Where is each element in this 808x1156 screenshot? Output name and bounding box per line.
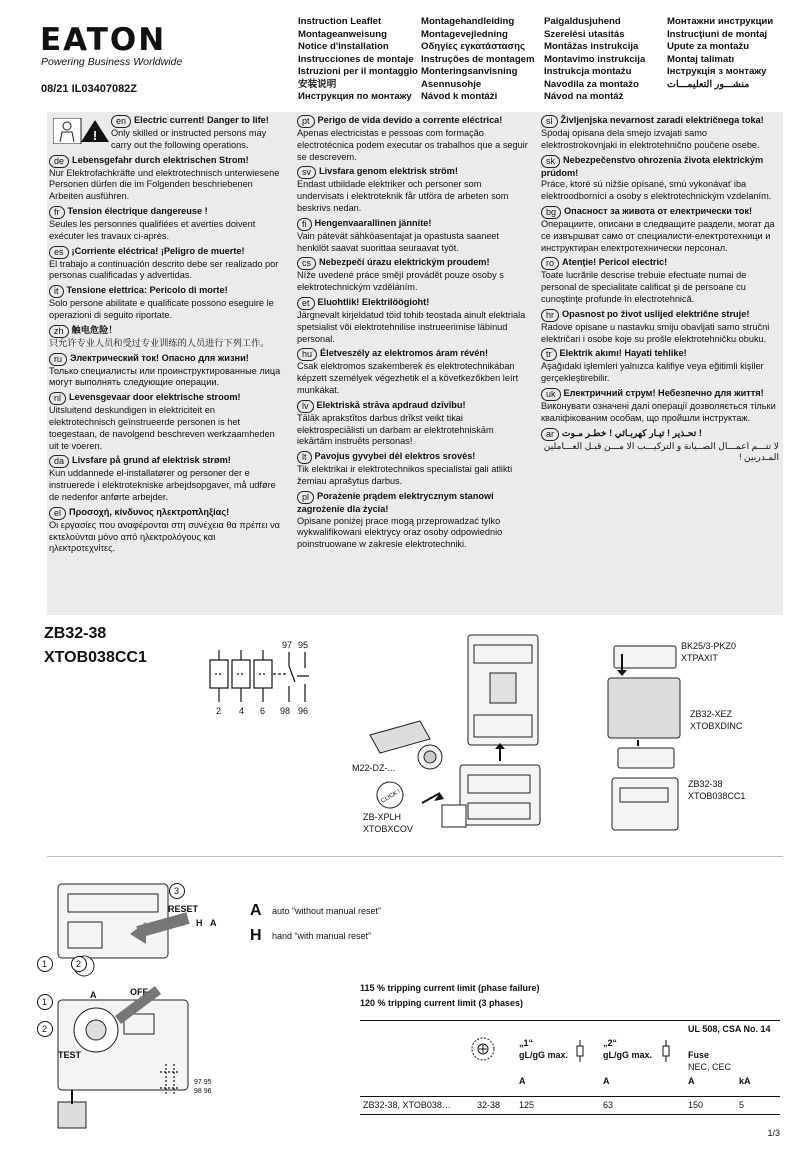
language-code-badge: lt <box>297 451 312 464</box>
warning-text: Виконувати означені далі операції дозволяється тільки кваліфікованим особам, що пройшли інструктаж. <box>541 400 776 423</box>
language-code-badge: pt <box>297 115 315 128</box>
warning-title: Pavojus gyvybei dėl elektros srovės! <box>314 451 476 462</box>
accessory-stack-illustration <box>598 638 688 838</box>
language-code-badge: hr <box>541 309 559 322</box>
warning-title: Lebensgefahr durch elektrischen Strom! <box>72 154 249 165</box>
warning-entry-pt <box>297 115 529 163</box>
terminal-98: 98 <box>280 706 291 716</box>
test-label: TEST <box>58 1050 82 1060</box>
reset-procedure-illustration <box>38 870 238 1140</box>
warning-text: Radove opisane u nastavku smiju obavljati samo stručni električari i osobe koje su prošle elektrotehničku obuku. <box>541 321 770 344</box>
terminal-4: 4 <box>239 706 245 716</box>
warning-title: Nebezpečí úrazu elektrickým proudem! <box>319 257 490 268</box>
unit-4: kA <box>739 1076 751 1086</box>
warning-title: Eluohtlik! Elektrilöögioht! <box>317 296 430 307</box>
language-code-badge: de <box>49 155 69 168</box>
legend-text-a: auto “without manual reset” <box>272 906 382 916</box>
step-2-label-a: 2 <box>76 959 82 969</box>
zb32-xez-label: ZB32-XEZ <box>690 709 733 719</box>
xtobxcov-label: XTOBXCOV <box>363 824 413 834</box>
terminal-2: 2 <box>216 706 222 716</box>
fuse2-icon <box>662 1040 670 1067</box>
warning-entry-et <box>297 297 529 345</box>
terminal-96: 96 <box>298 706 309 716</box>
row-v2: 63 <box>603 1100 614 1110</box>
warning-title: Porażenie prądem elektrycznym stanowi zagrożenie dla życia! <box>297 490 494 514</box>
warning-entry-hr <box>541 309 779 346</box>
fuse2-label: gL/gG max. <box>603 1050 653 1060</box>
fuse2-top: „2“ <box>603 1038 618 1048</box>
reset-label: RESET <box>168 904 199 914</box>
warning-text: Vain pätevät sähköasentajat ja opastusta saaneet henkilöt saavat suorittaa seuraavat työt. <box>297 230 500 253</box>
fuse1-icon <box>576 1040 584 1067</box>
language-code-badge: sk <box>541 155 560 168</box>
warning-text: Οι εργασίες που αναφέρονται στη συνέχεια θα πρέπει να εκτελούνται μόνο από ηλεκτρολόγους και ηλεκτροτεχνίτες. <box>49 519 280 554</box>
spec-table-mid-rule <box>360 1096 780 1097</box>
warning-entry-el <box>49 507 281 555</box>
warning-title: ¡Corriente eléctrica! ¡Peligro de muerte! <box>71 245 245 256</box>
setting-dial-icon <box>470 1036 496 1062</box>
warning-entry-cs <box>297 257 529 294</box>
warning-text: Tālāk aprakstītos darbus drīkst veikt tikai elektrospeciālisti un darbam ar elektrotehniskām iekārtām instruēts personas! <box>297 412 494 447</box>
warning-title: Tension électrique dangereuse ! <box>67 205 208 216</box>
warning-title: Elektrik akımı! Hayati tehlike! <box>559 348 687 359</box>
language-code-badge: pl <box>297 491 314 504</box>
warning-title: Электрический ток! Опасно для жизни! <box>70 352 249 363</box>
row-v4: 5 <box>739 1100 745 1110</box>
warning-entry-de <box>49 155 281 203</box>
row-range: 32-38 <box>477 1100 501 1110</box>
warning-text: Aşağıdaki işlemleri yalnızca kalifiye veya eğitimli kişiler gerçekleştirebilir. <box>541 361 764 384</box>
unit-1: A <box>519 1076 526 1086</box>
warning-text: Seules les personnes qualifiées et averties doivent exécuter les travaux ci-après. <box>49 218 256 241</box>
warning-title: Livsfara genom elektrisk ström! <box>319 166 458 177</box>
warning-text: Toate lucrările descrise trebuie efectuate numai de personal de specialitate calificat şi de persoane cu cunoştinţe profunde în electrotehnică. <box>541 270 747 304</box>
document-number: 08/21 IL03407082Z <box>41 83 138 95</box>
row-v3: 150 <box>688 1100 704 1110</box>
reset-a-label: A <box>210 918 217 928</box>
language-code-badge: da <box>49 455 69 468</box>
warning-entry-da <box>49 455 281 503</box>
m22-label: M22-DZ-... <box>352 763 396 773</box>
language-code-badge: uk <box>541 388 561 401</box>
nec-label: NEC, CEC <box>688 1062 732 1072</box>
warning-entry-pl <box>297 491 529 551</box>
warning-entry-tr <box>541 348 779 385</box>
warning-entry-bg <box>541 206 779 254</box>
step-2-label-b: 2 <box>42 1024 48 1034</box>
fuse-label: Fuse <box>688 1050 710 1060</box>
model-number-1: ZB32-38 <box>44 625 107 642</box>
language-code-badge: ru <box>49 353 67 366</box>
language-code-badge: ar <box>541 428 559 441</box>
warning-entry-ro <box>541 257 779 305</box>
svg-text:!: ! <box>92 128 98 143</box>
warning-title: Hengenvaarallinen jännite! <box>314 217 432 228</box>
warning-entry-lt <box>297 451 529 488</box>
warning-title: Atenţie! Pericol electric! <box>562 257 668 268</box>
xtobxdinc-label: XTOBXDINC <box>690 721 743 731</box>
warning-text: Opisane poniżej prace mogą przeprowadzać tylko wykwalifikowani elektrycy oraz osoby odpowiednio poinstruowane w zakresie elektrotechniki. <box>297 515 503 550</box>
warning-column-2 <box>297 112 529 554</box>
row-type: ZB32-38, XTOB038… <box>363 1100 451 1110</box>
warning-title: Livsfare på grund af elektrisk strøm! <box>72 455 231 466</box>
safety-warning-box <box>47 112 783 615</box>
spec-table-top-rule <box>360 1020 780 1021</box>
warning-text: Apenas electricistas e pessoas com formação electrotécnica podem executar os trabalhos que a seguir se descrevem. <box>297 128 528 162</box>
warning-text: Järgnevalt kirjeldatud töid tohib teostada ainult elektriala spetsialist või elektrotehnilise instrueerimise läbinud personal. <box>297 309 526 344</box>
warning-text: Uitsluitend deskundigen in elektriciteit en elektrotechnisch geïnstrueerde personen is het toegestaan, de navolgend beschreven werkzaamheden uit te voeren. <box>49 405 275 451</box>
warning-entry-ru <box>49 353 281 390</box>
warning-entry-fr <box>49 206 281 243</box>
xtob038cc1-label: XTOB038CC1 <box>688 791 746 801</box>
language-code-badge: bg <box>541 206 561 219</box>
contactor-mounting-illustration <box>360 625 560 840</box>
language-code-badge: el <box>49 507 66 520</box>
warning-text: Only skilled or instructed persons may carry out the following operations. <box>111 128 267 150</box>
language-code-badge: cs <box>297 257 316 270</box>
warning-entry-uk <box>541 388 779 425</box>
warning-title: Življenjska nevarnost zaradi električnega toka! <box>560 115 764 125</box>
unit-3: A <box>688 1076 695 1086</box>
language-code-badge: it <box>49 285 64 298</box>
language-code-badge: sv <box>297 166 316 179</box>
warning-entry-zh <box>49 325 281 350</box>
language-code-badge: ro <box>541 257 559 270</box>
warning-text: 只允许专业人员和受过专业训练的人员进行下列工作。 <box>49 337 270 348</box>
warning-title: Electric current! Danger to life! <box>134 115 269 125</box>
language-code-badge: tr <box>541 348 557 361</box>
click-label: CLICK ! <box>380 788 402 805</box>
warning-entry-en <box>49 115 281 152</box>
warning-column-3 <box>541 112 779 467</box>
language-code-badge: fr <box>49 206 65 219</box>
warning-title: Προσοχή, κίνδυνος ηλεκτροπληξίας! <box>69 506 230 517</box>
warning-title: Електричний струм! Небезпечно для життя! <box>563 387 764 398</box>
row-v1: 125 <box>519 1100 535 1110</box>
warning-text: Nur Elektrofachkräfte und elektrotechnisch unterwiesene Personen dürfen die im Folgenden beschriebenen Arbeiten ausführen. <box>49 167 280 202</box>
terminal-95: 95 <box>298 640 309 650</box>
warning-text: Práce, ktoré sú nižšie opísané, smú vykonávať iba elektroodborníci a osoby s elektrotechnickým vzdelaním. <box>541 179 772 202</box>
language-code-badge: nl <box>49 392 66 405</box>
warning-text: Spodaj opisana dela smejo izvajati samo elektrostrokovnjaki in elektrotehnično poučene osebe. <box>541 128 760 150</box>
fuse1-label: gL/gG max. <box>519 1050 569 1060</box>
warning-entry-es <box>49 246 281 283</box>
warning-entry-lv <box>297 400 529 448</box>
warning-title: Perigo de vida devido a corrente eléctrica! <box>317 115 503 125</box>
unit-2: A <box>603 1076 610 1086</box>
tagline: Powering Business Worldwide <box>41 56 183 68</box>
section-divider <box>47 856 783 857</box>
warning-text: لا تتـــم اعمـــال الصــيانة و التركيـــب الا مـــن قبـل العـــاملين المـدربين ! <box>543 440 779 463</box>
limit-phase-failure: 115 % tripping current limit (phase failure) <box>360 983 540 993</box>
warning-entry-sl <box>541 115 779 152</box>
eaton-logo: EATON <box>40 22 167 58</box>
warning-text: Kun uddannede el-installatører og personer der e instruerede i elektrotekniske arbejdsopgaver, må udføre de nedenfor anførte arbejder. <box>49 468 276 502</box>
spec-table-bottom-rule <box>360 1114 780 1115</box>
legend-key-a: A <box>250 902 262 919</box>
language-code-badge: et <box>297 297 315 310</box>
step-1-label-b: 1 <box>42 997 48 1007</box>
warning-title: Életveszély az elektromos áram révén! <box>320 348 489 359</box>
language-list-2: Montagehandleiding Montagevejledning Οδηγίες εγκατάστασης Instruções de montagem Monteringsanvisning Asennusohje Návod k montáži <box>421 16 535 102</box>
page-number: 1/3 <box>767 1128 780 1138</box>
warning-entry-ar <box>541 428 779 465</box>
warning-column-1 <box>49 112 281 558</box>
dial-a-label: A <box>90 990 97 1000</box>
language-list-4: Монтажни инструкции Instrucţiuni de montaj Upute za montažu Montaj talimatı Інструкція з монтажу منشـــور التعليمـــات <box>667 16 774 90</box>
language-list-3: Paigaldusjuhend Szerelési utasítás Montāžas instrukcija Montavimo instrukcija Instrukcja montażu Navodila za montažo Návod na montáž <box>544 16 646 102</box>
terminal-6: 6 <box>260 706 266 716</box>
warning-title: تحـذير ! تيـار كهربـائي ! خطـر مـوت ! <box>562 427 702 438</box>
warning-title: Tensione elettrica: Pericolo di morte! <box>66 285 228 296</box>
off-label: OFF <box>130 987 148 997</box>
test-contact-labels: 97 95 98 96 <box>194 1079 212 1095</box>
language-code-badge: lv <box>297 400 314 413</box>
warning-text: Только специалисты или проинструктированные лица могут выполнять следующие операции. <box>49 365 281 388</box>
language-code-badge: en <box>111 115 131 128</box>
warning-text: El trabajo a continuación descrito debe ser realizado por personas cualificadas y advertidas. <box>49 258 279 281</box>
step-1-label-a: 1 <box>42 959 48 969</box>
language-code-badge: sl <box>541 115 558 128</box>
bk25-label: BK25/3-PKZ0 <box>681 641 737 651</box>
fuse1-top: „1“ <box>519 1038 534 1048</box>
warning-title: Опасност за живота от електрически ток! <box>564 205 753 216</box>
warning-entry-hu <box>297 348 529 396</box>
warning-text: Операциите, описани в следващите раздели, могат да се извършват само от специалисти-електротехници и инструктиран електротехнически персонал. <box>541 218 775 253</box>
warning-title: Levensgevaar door elektrische stroom! <box>69 392 241 403</box>
warning-entry-it <box>49 285 281 322</box>
warning-entry-sv <box>297 166 529 214</box>
warning-title: Elektriskā strāva apdraud dzīvību! <box>316 399 466 410</box>
warning-text: Tik elektrikai ir elektrotechnikos specialistai gali atlikti žemiau aprašytus darbus. <box>297 464 513 486</box>
zb32-38-label: ZB32-38 <box>688 779 723 789</box>
zb-xplh-label: ZB-XPLH <box>363 812 402 822</box>
warning-text: Níže uvedené práce smějí provádět pouze osoby s elektrotechnickým vzděláním. <box>297 270 504 293</box>
xtpaxit-label: XTPAXIT <box>681 653 718 663</box>
language-list-1: Instruction Leaflet Montageanweisung Notice d'installation Instrucciones de montaje Istruzioni per il montaggio 安装说明 Инструкция по монтажу <box>298 16 418 102</box>
legend-text-h: hand “with manual reset” <box>272 931 372 941</box>
reset-h-label: H <box>196 918 203 928</box>
warning-text: Endast utbildade elektriker och personer som undervisats i elektroteknik får utföra de arbeten som beskrivs nedan. <box>297 179 509 213</box>
warning-title: 触电危险！ <box>71 324 118 335</box>
warning-text: Solo persone abilitate e qualificate possono eseguire le operazioni di seguito riportate. <box>49 298 274 320</box>
language-code-badge: es <box>49 246 69 259</box>
terminal-97: 97 <box>282 640 293 650</box>
language-code-badge: hu <box>297 348 317 361</box>
ul-header: UL 508, CSA No. 14 <box>688 1024 771 1034</box>
warning-entry-fi <box>297 218 529 255</box>
warning-entry-nl <box>49 392 281 452</box>
warning-title: Opasnost po život uslijed električne struje! <box>562 308 750 319</box>
legend-key-h: H <box>250 927 262 944</box>
limit-three-phase: 120 % tripping current limit (3 phases) <box>360 998 524 1008</box>
step-3-label: 3 <box>174 886 180 896</box>
language-code-badge: fi <box>297 218 312 231</box>
language-code-badge: zh <box>49 325 69 338</box>
warning-text: Csak elektromos szakemberek és elektrotechnikában képzett személyek végezhetik el a következőkben leírt munkákat. <box>297 361 519 395</box>
warning-title: Nebezpečenstvo ohrozenia života elektrickým prúdom! <box>541 154 764 178</box>
warning-entry-sk <box>541 155 779 203</box>
model-number-2: XTOB038CC1 <box>44 649 147 666</box>
